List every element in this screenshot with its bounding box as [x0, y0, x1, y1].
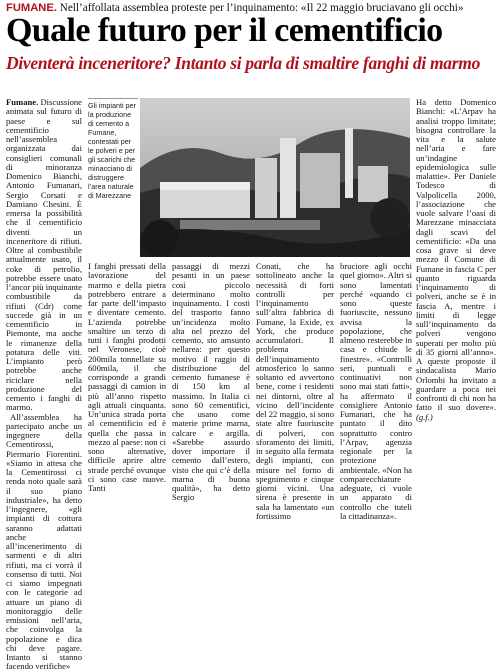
cement-plant-illustration	[140, 98, 410, 257]
column-4-text: Conati, che ha sottolineato anche la necessità di forti controlli per l’inquinamento sull’altra fabbrica di Fumane, la Exide, ex York, che produce accumulatori. Il problema dell’inquinamento atmosferico lo sanno soltanto ed avvertono bene, come i residenti nei dintorni, oltre al vicino dell’incidente del 22 maggio, si sono state altre fuoriuscite di polveri, con sforamento dei limiti, in seguito alla fermata degli impianti, con misure nel forno di spegnimento e cinque giorni vicini. Una sirena è presente in sala ha lamentato «un fortissimo	[256, 261, 334, 521]
article-column-4	[256, 261, 334, 521]
article-column-1	[6, 97, 82, 672]
article-column-2	[88, 261, 166, 493]
column-3-text: passaggi di mezzi pesanti in un paese così piccolo determinano molto inquinamento. I costi del trasporto fanno un’incidenza molto alta nel prezzo del cemento, sto amsunto nellarea: per questo motivo il raggio di distribuzione del cemento fumanese è di 150 km al massimo. In Italia ci sono 60 cementifici, che usano come materie prime marna, calcare e argilla. «Sarebbe assurdo dover importare il cemento dall’estero, visto che qui c’è della marna di buona qualità», ha detto Sergio	[172, 261, 250, 503]
column-2-text: I fanghi pressati della lavorazione del marmo e della pietra potrebbero entrare a far parte dell’impasto e diventare cemento. L’azienda potrebbe smaltire un terzo di tutti i fanghi prodotti nel Veronese, cioè 200mila tonnellate su 600mila, il che corrisponde a grandi passaggi di camion in più all’anno rispetto agli attuali cinquanta. Un’unica strada porta al cementificio ed è quella che passa in mezzo al paese: non ci sono alternative, difficile aprire altre strade perché ovunque ci sono case nuove. Tanti	[88, 261, 166, 493]
column-5-text: bruciore agli occhi quel giorno». Altri si sono lamentati perché «quando ci sono queste fuoriuscite, nessuno avvisa la popolazione, che almeno resterebbe in casa e chiude le finestre». «Controlli seri, puntuali e continuativi non sono mai stati fatti», ha affermato il consigliere Antonio Fumanari, che ha puntato il dito soprattutto contro l’Arpav, agenzia regionale per la protezione ambientale. «Non ha comparecchiature adeguate, ci vuole un apparato di controllo che tuteli la cittadinanza».	[340, 261, 412, 521]
headline: Quale futuro per il cementificio	[6, 12, 443, 49]
kicker-location: FUMANE.	[6, 2, 57, 14]
cement-plant-photo	[140, 98, 410, 257]
kicker-text: Nell’affollata assemblea proteste per l’inquinamento: «Il 22 maggio bruciavano gli occhi»	[59, 2, 464, 14]
photo-caption: Gli impianti per la produzione di cemento a Fumane, contestati per le polveri e per gli scarichi che minacciano di distruggere l’area naturale di Marezzane	[88, 98, 138, 261]
subhead: Diventerà inceneritore? Intanto si parla di smaltire fanghi di marmo	[6, 53, 481, 73]
column-1-paragraph-2: All’assemblea ha partecipato anche un ingegnere della Cementirossi, Piermario Fiorentini. «Siamo in attesa che la Cementirossi ci renda noto quale sarà il suo piano industriale», ha detto l’ingegnere, «gli impianti di cottura saranno adattati anche all’incenerimento di sarmenti e di altri rifiuti, ma ci vorrà il consenso di tutti. Noi ci siamo impegnati con le categorie ad attuare un piano di monitoraggio delle emissioni nell’aria, che coinvolga la popolazione e dica chi deve pagare. Intanto si stanno facendo verifiche»	[6, 411, 82, 672]
article-column-3	[172, 261, 250, 503]
article-column-6	[416, 98, 496, 431]
author-signature: (g.f.)	[416, 411, 433, 422]
article-column-5	[340, 261, 412, 521]
dateline: Fumane.	[6, 97, 39, 107]
column-1-paragraph-1: Discussione animata sul futuro di paese e sul cementificio nell’assemblea organizzata dai consiglieri comunali di minoranza Domenico Bianchi, Antonio Fumanari, Sergio Corsati e Damiano Chesini. È emersa la possibilità che il cementificio diventi un inceneritore di rifiuti. Oltre al combustibile attualmente usato, il coke di petrolio, potrebbe essere usato l’ancor più inquinante combustibile da rifiuti (Cdr) come succede già in un cementificio in Piemonte, ma anche le rimanenze della potatura delle viti. L’impianto però potrebbe anche riciclare nella produzione del cemento i fanghi di marmo.	[6, 97, 82, 413]
column-6-text: Ha detto Domenico Bianchi: «L’Arpav ha analisi troppo limitate; bisogna controllare la vita e la salute nell’aria e fare un’indagine epidemiologica sulle malattie». Per Daniele Todesco di Valpolicella 2000, l’associazione che vuole salvare l’oasi di Marezzane minacciata dagli scavi del cementificio: «Da una cosa grave si deve mezzo il Comune di Fumane in fascia C per quanto riguarda l’inquinamento di polveri, anche se è in fascia A, mentre i limiti di legge sull’inquinamento da polveri vengono superati per molto più di 35 giorni all’anno». A queste proposte il sindacalista Mario Orlombi ha invitato a guardare a poca nei confronti di chi non ha fatto il suo dovere».	[416, 97, 496, 413]
